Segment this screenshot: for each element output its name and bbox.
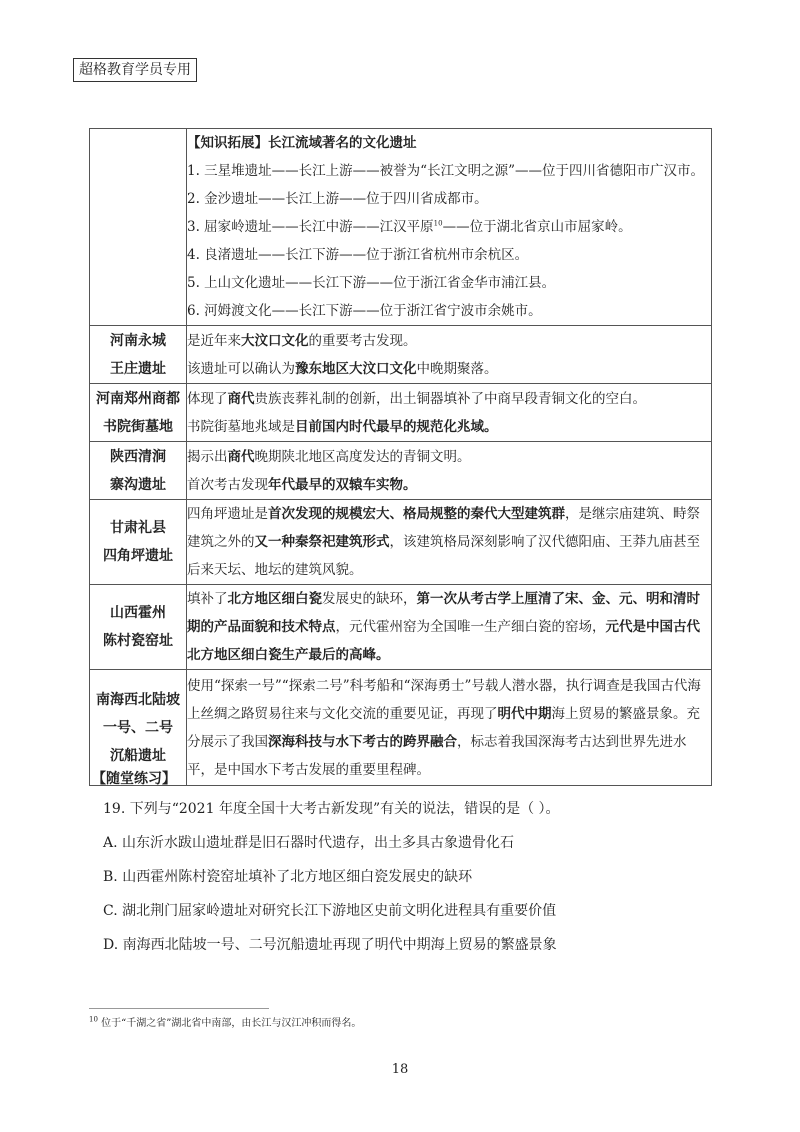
footnote-ref: 10 xyxy=(433,219,443,228)
footnote-divider xyxy=(89,1008,269,1009)
knowledge-item: 4. 良渚遗址——长江下游——位于浙江省杭州市余杭区。 xyxy=(187,247,529,263)
site-name-cell: 河南永城 王庄遗址 xyxy=(90,326,187,384)
site-desc-cell: 揭示出商代晚期陕北地区高度发达的青铜文明。 首次考古发现年代最早的双辕车实物。 xyxy=(187,442,712,500)
option-d[interactable]: D. 南海西北陆坡一号、二号沉船遗址再现了明代中期海上贸易的繁盛景象 xyxy=(103,937,557,953)
table-row xyxy=(90,442,712,500)
knowledge-item: 1. 三星堆遗址——长江上游——被誉为“长江文明之源”——位于四川省德阳市广汉市。 xyxy=(187,163,704,179)
site-desc-cell: 体现了商代贵族丧葬礼制的创新，出土铜器填补了中商早段青铜文化的空白。 书院街墓地兆域是目前国内时代最早的规范化兆域。 xyxy=(187,384,712,442)
table-row xyxy=(90,585,712,670)
empty-cell xyxy=(90,129,187,326)
table-row xyxy=(90,384,712,442)
footnote-number: 10 xyxy=(89,1015,98,1024)
option-a[interactable]: A. 山东沂水跋山遗址群是旧石器时代遗存，出土多具古象遗骨化石 xyxy=(103,835,515,851)
site-name-cell: 甘肃礼县 四角坪遗址 xyxy=(90,500,187,585)
knowledge-item: 3. 屈家岭遗址——长江中游——江汉平原$^{10}$——位于湖北省京山市屈家岭。 xyxy=(187,219,632,235)
table-row xyxy=(90,326,712,384)
site-desc-cell: 使用“探索一号”“探索二号”科考船和“深海勇士”号载人潜水器，执行调查是我国古代海上丝绸之路贸易往来与文化交流的重要见证，再现了明代中期海上贸易的繁盛景象。充分展示了我国深海科技与水下考古的跨界融合，标志着我国深海考古达到世界先进水平，是中国水下考古发展的重要里程碑。 xyxy=(187,670,712,786)
site-desc-cell: 是近年来大汶口文化的重要考古发现。 该遗址可以确认为豫东地区大汶口文化中晚期聚落。 xyxy=(187,326,712,384)
page-number: 18 xyxy=(391,1062,409,1077)
knowledge-title: 【知识拓展】长江流域著名的文化遗址 xyxy=(187,135,417,151)
practice-section xyxy=(89,766,729,962)
option-c[interactable]: C. 湖北荆门屈家岭遗址对研究长江下游地区史前文明化进程具有重要价值 xyxy=(103,903,557,919)
heritage-table xyxy=(89,128,712,786)
table-row-knowledge xyxy=(90,129,712,326)
knowledge-cell xyxy=(187,129,712,326)
site-name-cell: 陕西清涧 寨沟遗址 xyxy=(90,442,187,500)
site-name-cell: 河南郑州商都 书院街墓地 xyxy=(90,384,187,442)
knowledge-item: 2. 金沙遗址——长江上游——位于四川省成都市。 xyxy=(187,191,488,207)
site-desc-cell: 填补了北方地区细白瓷发展史的缺环，第一次从考古学上厘清了宋、金、元、明和清时期的产品面貌和技术特点，元代霍州窑为全国唯一生产细白瓷的窑场，元代是中国古代北方地区细白瓷生产最后的高峰。 xyxy=(187,585,712,670)
question-text: 19. 下列与“2021 年度全国十大考古新发现”有关的说法，错误的是（ ）。 xyxy=(103,801,560,817)
footnote: $^{10}$ 位于“千湖之省”湖北省中南部，由长江与汉江冲积而得名。 xyxy=(89,1015,362,1029)
practice-heading: 【随堂练习】 xyxy=(92,771,176,787)
site-name-cell: 山西霍州 陈村瓷窑址 xyxy=(90,585,187,670)
header-label: 超格教育学员专用 xyxy=(73,58,197,82)
knowledge-item: 6. 河姆渡文化——长江下游——位于浙江省宁波市余姚市。 xyxy=(187,303,542,319)
table-row xyxy=(90,500,712,585)
knowledge-item: 5. 上山文化遗址——长江下游——位于浙江省金华市浦江县。 xyxy=(187,275,556,291)
site-desc-cell: 四角坪遗址是首次发现的规模宏大、格局规整的秦代大型建筑群，是继宗庙建筑、畤祭建筑之外的又一种秦祭祀建筑形式，该建筑格局深刻影响了汉代德阳庙、王莽九庙甚至后来天坛、地坛的建筑风貌。 xyxy=(187,500,712,585)
site-name-cell: 南海西北陆坡 一号、二号 沉船遗址 xyxy=(90,670,187,786)
option-b[interactable]: B. 山西霍州陈村瓷窑址填补了北方地区细白瓷发展史的缺环 xyxy=(103,869,473,885)
